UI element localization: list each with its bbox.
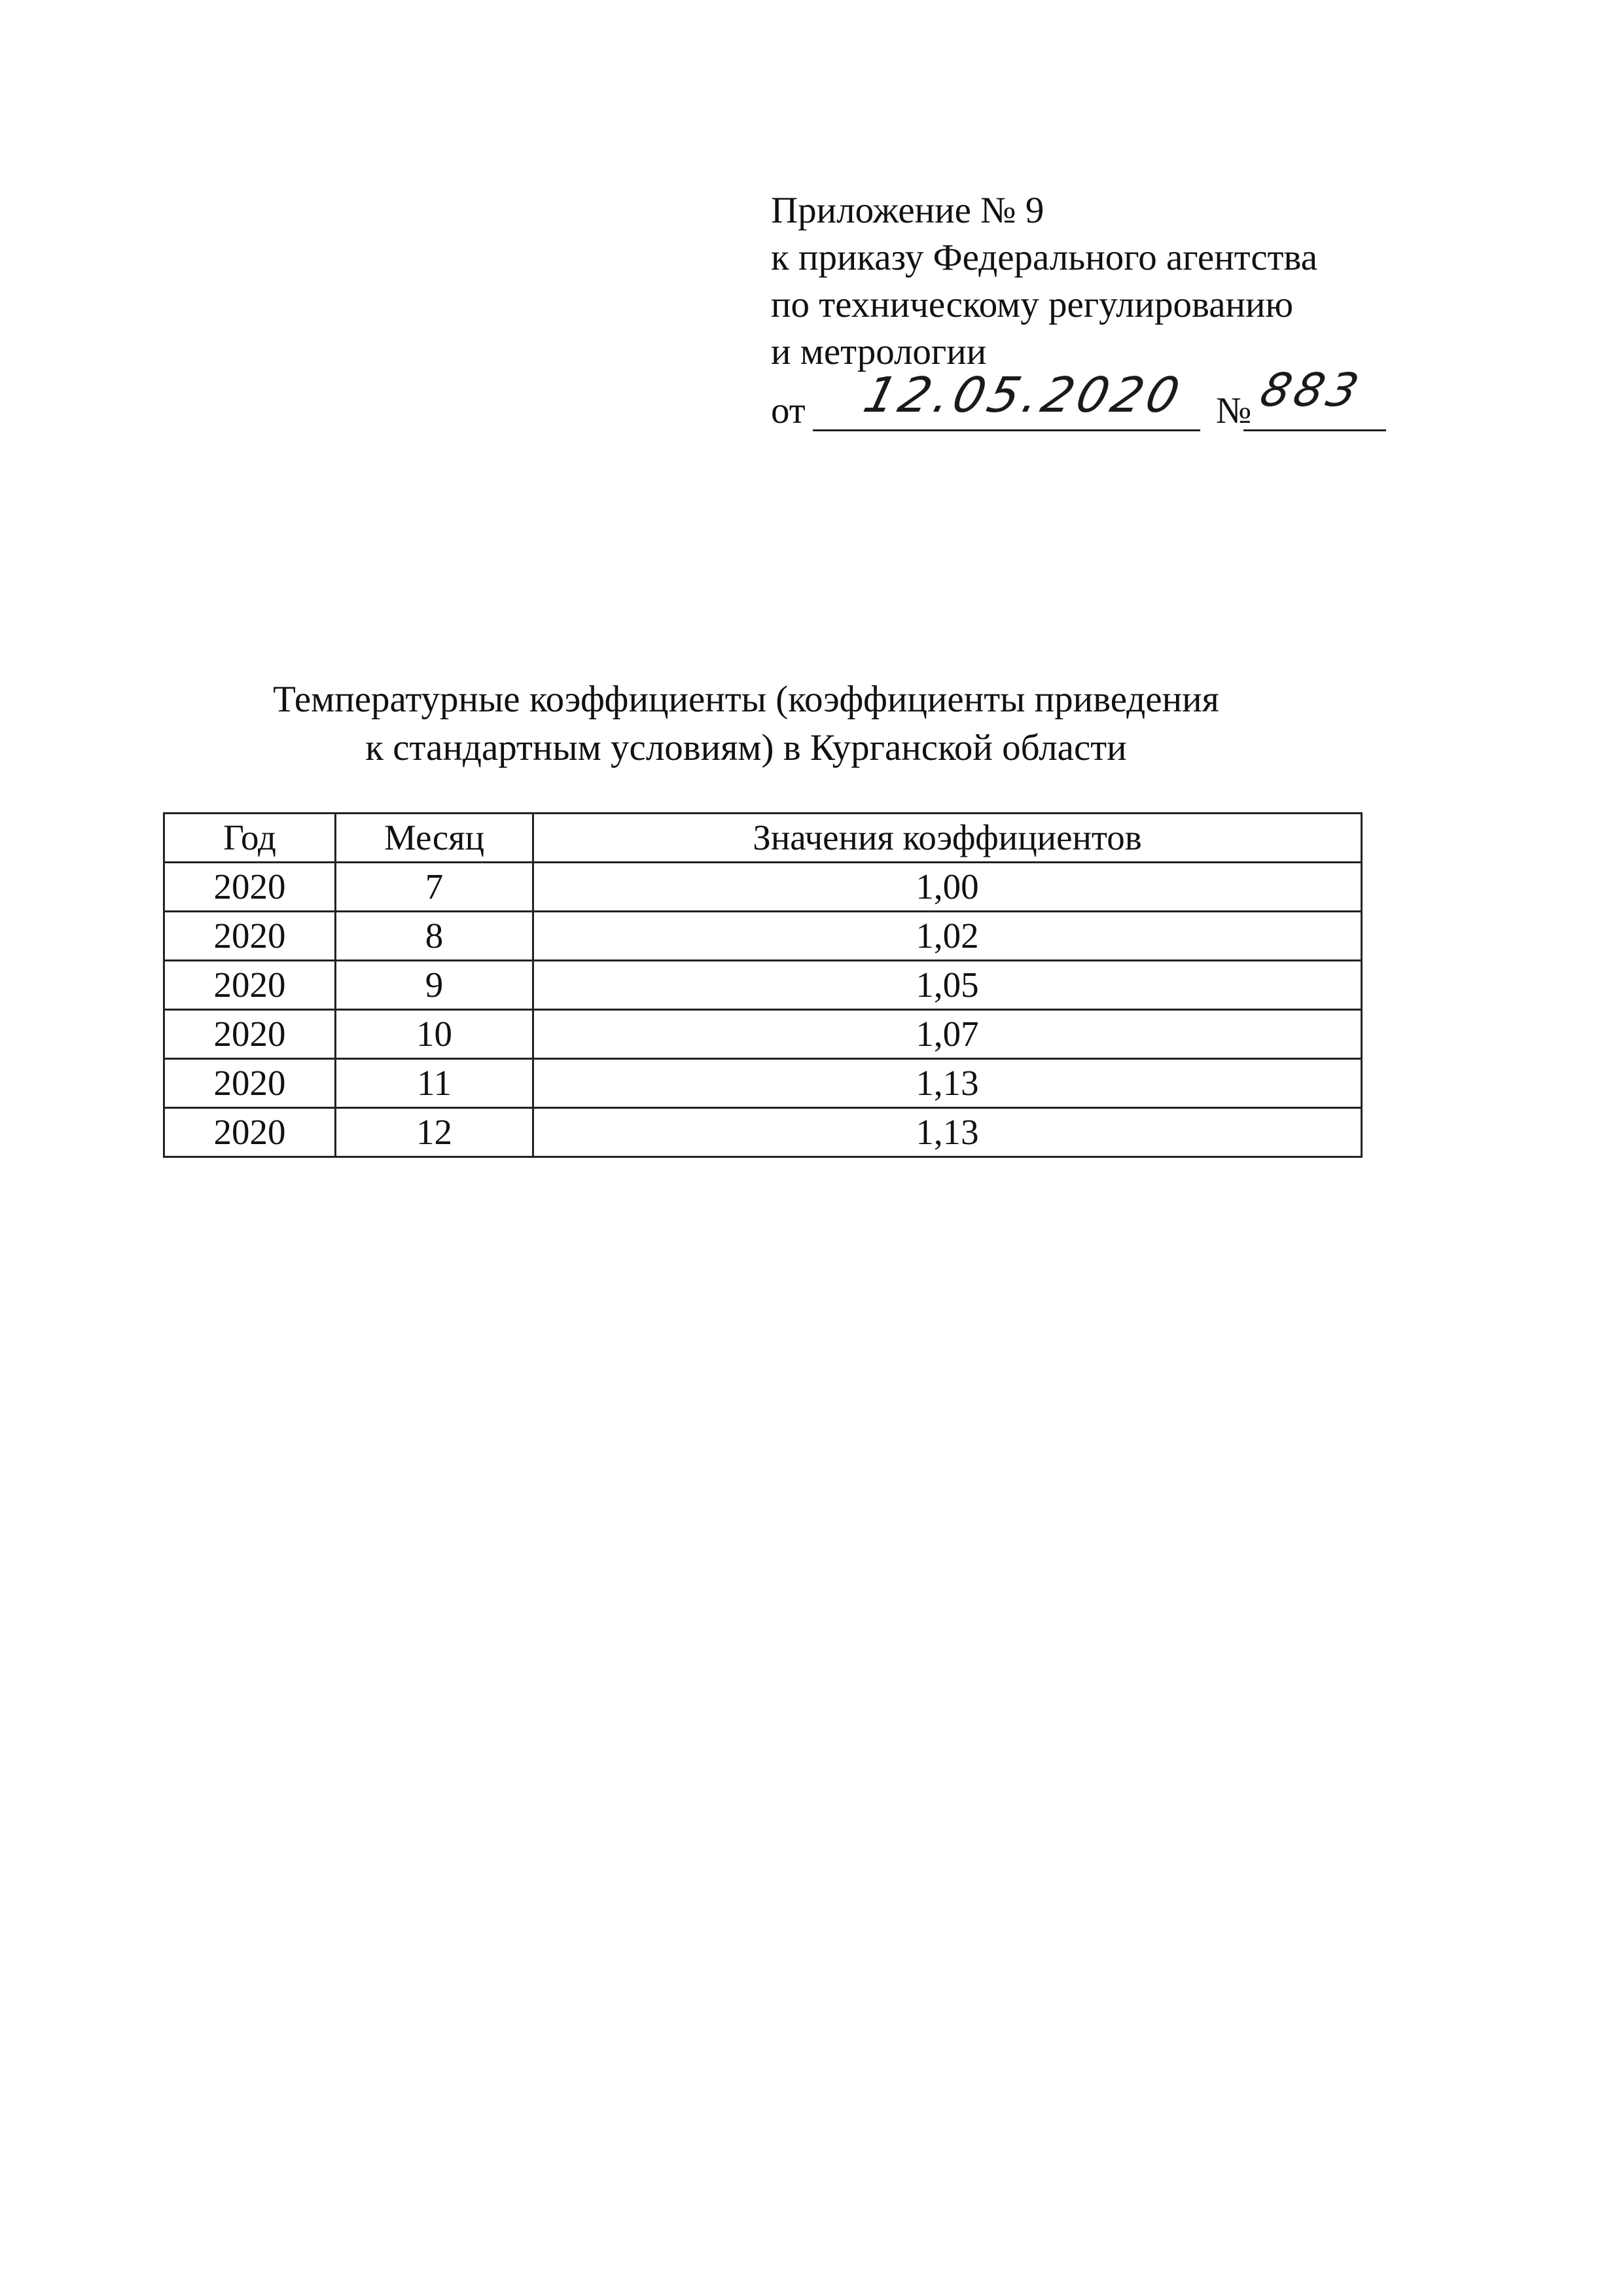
appendix-order-line: к приказу Федерального агентства — [771, 237, 1317, 278]
order-number-field — [1243, 363, 1386, 431]
cell-year: 2020 — [164, 863, 336, 912]
cell-coefficient: 1,00 — [533, 863, 1362, 912]
table-row — [164, 1010, 1362, 1059]
cell-year: 2020 — [164, 1108, 336, 1157]
cell-coefficient: 1,07 — [533, 1010, 1362, 1059]
cell-month: 10 — [336, 1010, 533, 1059]
order-number-handwritten: 883 — [1255, 363, 1368, 417]
cell-coefficient: 1,05 — [533, 961, 1362, 1010]
header-coefficient-values: Значения коэффициентов — [533, 814, 1362, 863]
order-date-handwritten: 12.05.2020 — [858, 367, 1189, 423]
document-title — [131, 675, 1361, 772]
header-month: Месяц — [336, 814, 533, 863]
table-row — [164, 1108, 1362, 1157]
table-header-row — [164, 814, 1362, 863]
number-prefix-label: № — [1216, 390, 1252, 431]
cell-month: 9 — [336, 961, 533, 1010]
cell-year: 2020 — [164, 1059, 336, 1108]
cell-month: 7 — [336, 863, 533, 912]
table-row — [164, 863, 1362, 912]
header-year: Год — [164, 814, 336, 863]
table-row — [164, 1059, 1362, 1108]
order-date-number-row — [771, 363, 1399, 435]
appendix-header — [771, 187, 1399, 435]
cell-year: 2020 — [164, 1010, 336, 1059]
table-row — [164, 961, 1362, 1010]
coefficients-table — [163, 812, 1363, 1158]
cell-coefficient: 1,13 — [533, 1059, 1362, 1108]
cell-year: 2020 — [164, 961, 336, 1010]
cell-month: 11 — [336, 1059, 533, 1108]
title-line-2: к стандартным условиям) в Курганской области — [365, 727, 1127, 768]
cell-year: 2020 — [164, 912, 336, 961]
appendix-number: Приложение № 9 — [771, 190, 1044, 231]
cell-coefficient: 1,13 — [533, 1108, 1362, 1157]
cell-month: 12 — [336, 1108, 533, 1157]
appendix-agency-line-2: и метрологии — [771, 331, 987, 372]
date-prefix-label: от — [771, 390, 806, 431]
table-row — [164, 912, 1362, 961]
appendix-agency-line: по техническому регулированию — [771, 284, 1294, 325]
order-date-field — [813, 367, 1200, 431]
cell-month: 8 — [336, 912, 533, 961]
cell-coefficient: 1,02 — [533, 912, 1362, 961]
title-line-1: Температурные коэффициенты (коэффициенты приведения — [273, 679, 1219, 720]
